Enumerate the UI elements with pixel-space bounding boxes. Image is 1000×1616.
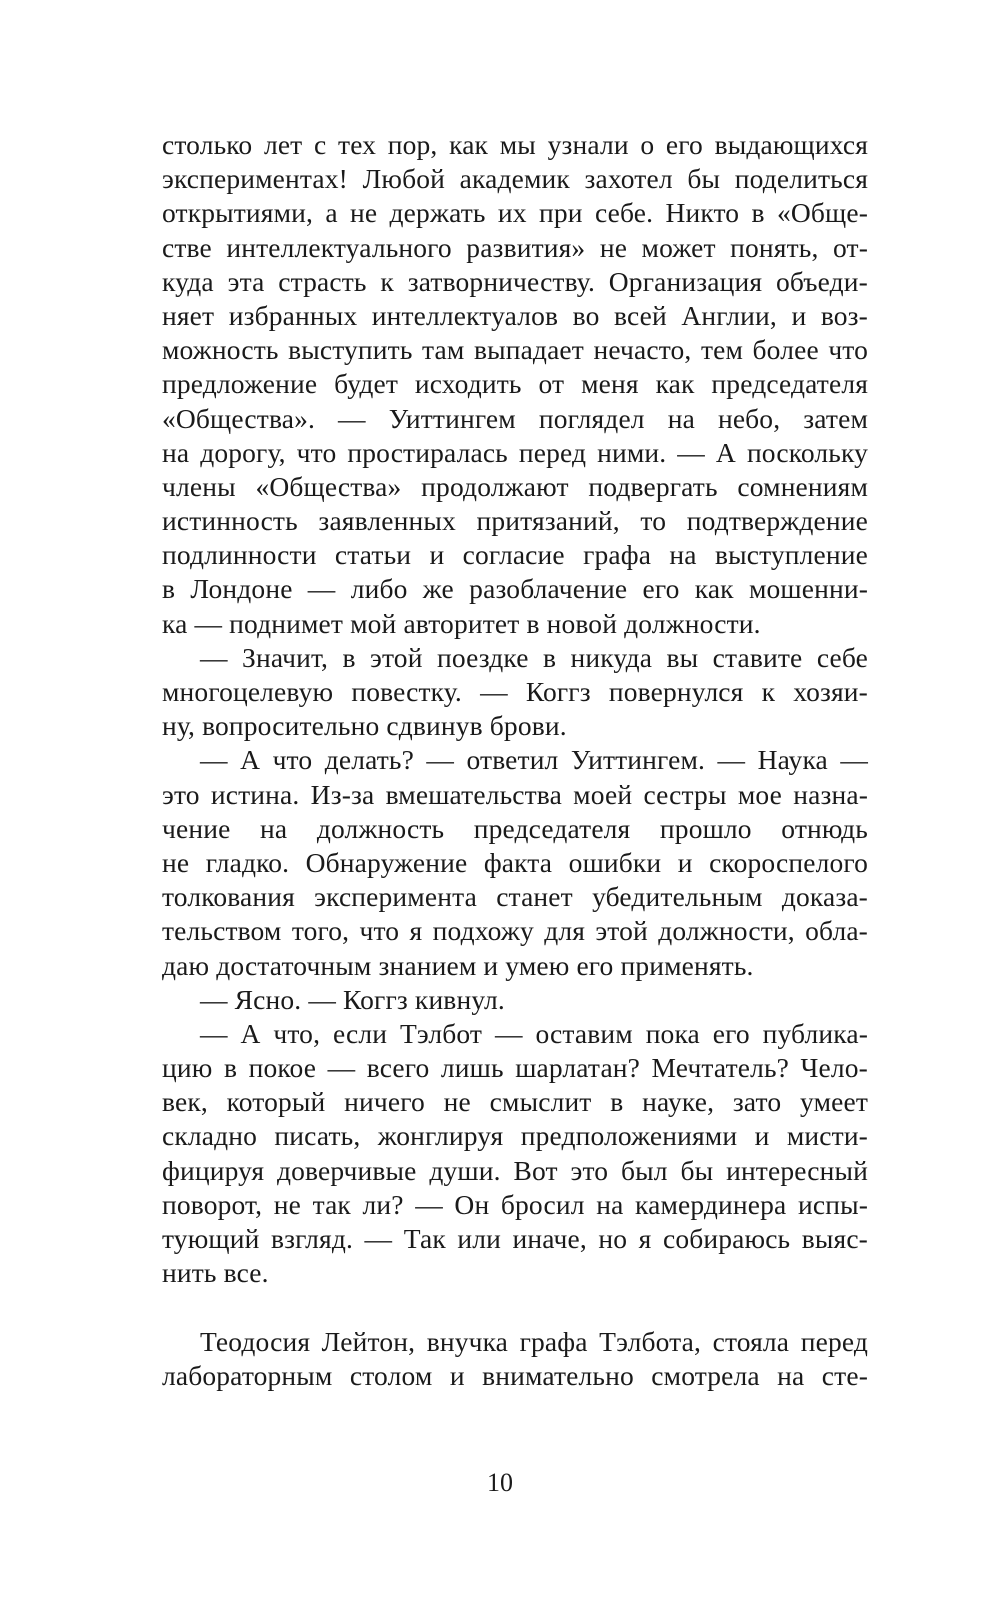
text-line: многоцелевую повестку. — Коггз повернулся к хозяи- bbox=[162, 676, 868, 707]
text-line: цию в покое — всего лишь шарлатан? Мечтатель? Чело- bbox=[162, 1052, 868, 1084]
text-line: — Значит, в этой поездке в никуда вы ставите себе bbox=[200, 641, 868, 673]
text-line: нить все. bbox=[162, 1257, 269, 1289]
text-line: няет избранных интеллектуалов во всей Англии, и воз- bbox=[162, 299, 868, 331]
text-line: на дорогу, что простиралась перед ними. — А поскольку bbox=[162, 436, 868, 468]
text-line: фицируя доверчивые души. Вот это был бы интересный bbox=[162, 1154, 868, 1186]
text-line: открытиями, а не держать их при себе. Никто в «Обще- bbox=[162, 197, 868, 229]
text-line: чение на должность председателя прошло отнюдь bbox=[162, 812, 868, 844]
text-line: — Ясно. — Коггз кивнул. bbox=[200, 983, 505, 1015]
text-line: даю достаточным знанием и умею его применять. bbox=[162, 949, 754, 981]
text-line: куда эта страсть к затворничеству. Организация объеди- bbox=[162, 265, 868, 297]
text-line: стве интеллектуального развития» не может понять, от- bbox=[162, 231, 868, 263]
blank-line bbox=[162, 1290, 868, 1324]
text-line: — А что, если Тэлбот — оставим пока его публика- bbox=[200, 1017, 868, 1049]
text-line: экспериментах! Любой академик захотел бы поделиться bbox=[162, 163, 868, 195]
page-number: 10 bbox=[487, 1468, 513, 1497]
text-line: толкования эксперимента станет убедительным доказа- bbox=[162, 881, 868, 913]
text-line: члены «Общества» продолжают подвергать сомнениям bbox=[162, 470, 868, 502]
body-text bbox=[162, 128, 868, 1393]
text-line: это истина. Из-за вмешательства моей сестры мое назна- bbox=[162, 778, 868, 810]
text-line: ну, вопросительно сдвинув брови. bbox=[162, 710, 567, 742]
text-line: подлинности статьи и согласие графа на выступление bbox=[162, 539, 868, 571]
text-line: век, который ничего не смыслит в науке, зато умеет bbox=[162, 1086, 868, 1118]
text-line: Теодосия Лейтон, внучка графа Тэлбота, стояла перед bbox=[200, 1325, 868, 1357]
text-line: можность выступить там выпадает нечасто, тем более что bbox=[162, 334, 868, 366]
text-line: поворот, не так ли? — Он бросил на камердинера испы- bbox=[162, 1188, 868, 1220]
text-line: тующий взгляд. — Так или иначе, но я собираюсь выяс- bbox=[162, 1223, 868, 1254]
text-line: предложение будет исходить от меня как председателя bbox=[162, 368, 868, 400]
text-line: «Общества». — Уиттингем поглядел на небо, затем bbox=[162, 402, 868, 434]
text-line: ка — поднимет мой авторитет в новой должности. bbox=[162, 607, 761, 639]
text-line: истинность заявленных притязаний, то подтверждение bbox=[162, 505, 868, 537]
text-line: — А что делать? — ответил Уиттингем. — Наука — bbox=[200, 744, 868, 776]
text-line: в Лондоне — либо же разоблачение его как мошенни- bbox=[162, 573, 868, 605]
text-line: столько лет с тех пор, как мы узнали о его выдающихся bbox=[162, 129, 868, 160]
text-line: не гладко. Обнаружение факта ошибки и скороспелого bbox=[162, 846, 868, 878]
text-line: тельством того, что я подхожу для этой должности, обла- bbox=[162, 915, 868, 947]
text-line: лабораторным столом и внимательно смотрела на сте- bbox=[162, 1359, 868, 1391]
text-line: складно писать, жонглируя предположениями и мисти- bbox=[162, 1120, 868, 1152]
